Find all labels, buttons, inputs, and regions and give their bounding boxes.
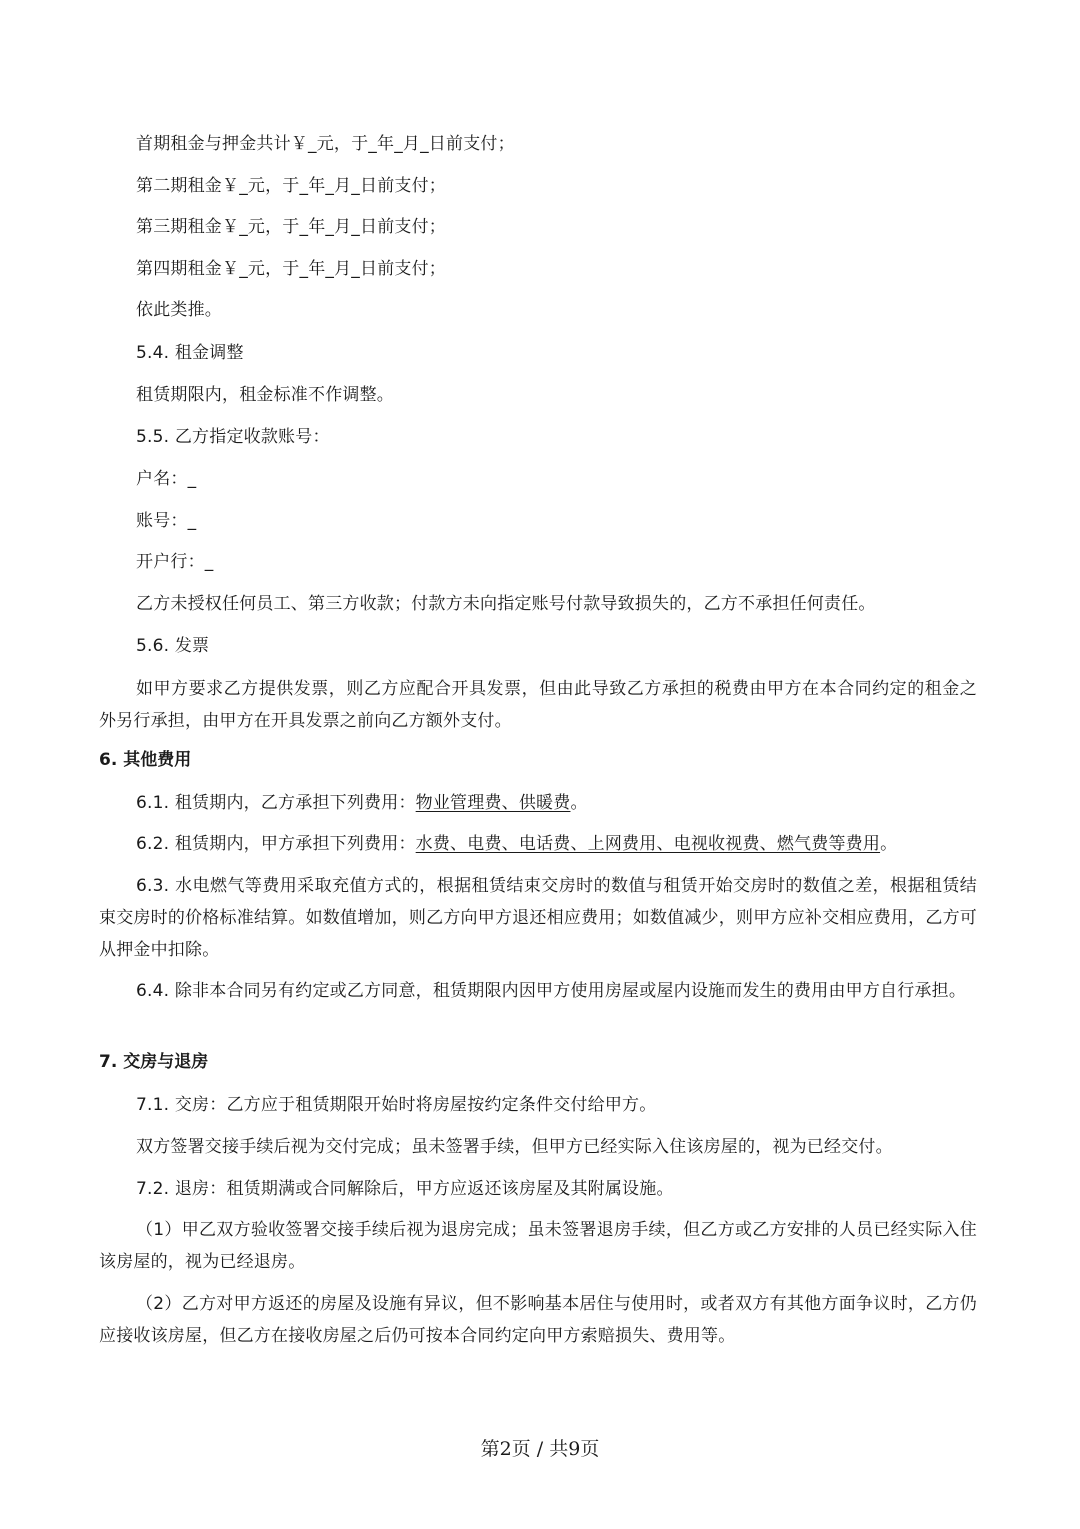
- rent-line-1: 首期租金与押金共计￥_元，于_年_月_日前支付；: [136, 134, 515, 154]
- rent-line-5: 依此类推。: [136, 300, 222, 320]
- clause-7-2-item-1: （1）甲乙双方验收签署交接手续后视为退房完成；虽未签署退房手续，但乙方或乙方安排的人员已经实际入住该房屋的，视为已经退房。: [99, 1220, 977, 1272]
- clause-5-5-title: 5.5. 乙方指定收款账号：: [136, 427, 330, 447]
- clause-5-4-body: 租赁期限内，租金标准不作调整。: [136, 385, 394, 405]
- clause-6-2-items: 水费、电费、电话费、上网费用、电视收视费、燃气费等费用: [415, 834, 881, 854]
- clause-7-1-note: 双方签署交接手续后视为交付完成；虽未签署手续，但甲方已经实际入住该房屋的，视为已经交付。: [136, 1137, 893, 1157]
- clause-7-1: 7.1. 交房：乙方应于租赁期限开始时将房屋按约定条件交付给甲方。: [136, 1095, 657, 1115]
- clause-6-3: 6.3. 水电燃气等费用采取充值方式的，根据租赁结束交房时的数值与租赁开始交房时的数值之差，根据租赁结束交房时的价格标准结算。如数值增加，则乙方向甲方退还相应费用；如数值减少，则甲方应补交相应费用，乙方可从押金中扣除。: [99, 876, 977, 960]
- clause-6-1-items: 物业管理费、供暖费: [415, 793, 571, 813]
- account-number: 账号：_: [136, 511, 197, 531]
- clause-6-2: [136, 833, 897, 855]
- clause-5-6-title: 5.6. 发票: [136, 636, 210, 656]
- clause-7-2: 7.2. 退房：租赁期满或合同解除后，甲方应返还该房屋及其附属设施。: [136, 1179, 674, 1199]
- section-7-heading: 7. 交房与退房: [99, 1052, 209, 1072]
- clause-7-2-item-2: （2）乙方对甲方返还的房屋及设施有异议，但不影响基本居住与使用时，或者双方有其他方面争议时，乙方仍应接收该房屋，但乙方在接收房屋之后仍可按本合同约定向甲方索赔损失、费用等。: [99, 1294, 977, 1346]
- account-name: 户名：_: [136, 469, 197, 489]
- clause-6-1-prefix: 6.1. 租赁期内，乙方承担下列费用：: [136, 793, 416, 813]
- clause-5-5-note: 乙方未授权任何员工、第三方收款；付款方未向指定账号付款导致损失的，乙方不承担任何责任。: [136, 594, 876, 614]
- rent-line-4: 第四期租金￥_元，于_年_月_日前支付；: [136, 259, 446, 279]
- rent-line-2: 第二期租金￥_元，于_年_月_日前支付；: [136, 176, 446, 196]
- clause-5-6-body: 如甲方要求乙方提供发票，则乙方应配合开具发票，但由此导致乙方承担的税费由甲方在本合同约定的租金之外另行承担，由甲方在开具发票之前向乙方额外支付。: [99, 679, 977, 731]
- clause-6-1-suffix: 。: [570, 793, 588, 813]
- page-number: 第2页 / 共9页: [480, 1438, 600, 1460]
- clause-6-2-suffix: 。: [880, 834, 898, 854]
- clause-6-2-prefix: 6.2. 租赁期内，甲方承担下列费用：: [136, 834, 416, 854]
- rent-line-3: 第三期租金￥_元，于_年_月_日前支付；: [136, 217, 446, 237]
- section-6-heading: 6. 其他费用: [99, 750, 192, 770]
- clause-6-4: 6.4. 除非本合同另有约定或乙方同意，租赁期限内因甲方使用房屋或屋内设施而发生的费用由甲方自行承担。: [136, 981, 967, 1001]
- clause-6-1: [136, 792, 588, 814]
- account-bank: 开户行：_: [136, 552, 214, 572]
- clause-5-4-title: 5.4. 租金调整: [136, 343, 244, 363]
